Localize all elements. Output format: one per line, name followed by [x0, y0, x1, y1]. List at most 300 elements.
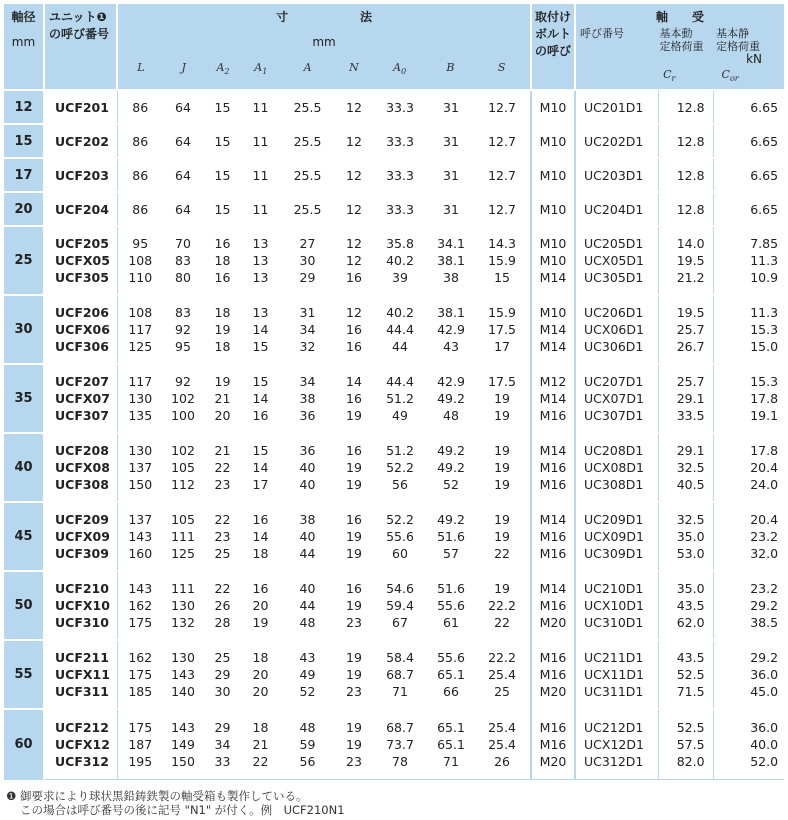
- dim-A1-cell-value: 13: [252, 305, 269, 320]
- dynamic-load-cell-value: 12.8: [676, 99, 705, 115]
- dim-S-cell-value: 12.7: [488, 99, 516, 115]
- bolt-line2: ボルト: [535, 27, 572, 41]
- shaft-diameter-cell: 25: [4, 226, 44, 295]
- table-body: [4, 90, 784, 779]
- bearing-number-cell-value: UCX07D1: [584, 391, 644, 406]
- dim-J-cell: [163, 433, 203, 502]
- bearing-number-cell: [575, 90, 658, 124]
- dim-N-cell-value: 23: [346, 753, 362, 769]
- dynamic-load-cell: [658, 433, 713, 502]
- dim-A-cell: [279, 295, 336, 364]
- dim-A2-cell: [203, 226, 242, 295]
- dim-N-cell-value: 16: [346, 339, 362, 354]
- shaft-dia-label: 軸径: [11, 10, 36, 24]
- bolt-size-cell: [531, 226, 575, 295]
- dim-B-cell-value: 34.1: [437, 236, 465, 251]
- dim-A0-cell-value: 71: [392, 684, 408, 699]
- dim-B-cell-value: 65.1: [437, 719, 465, 735]
- shaft-diameter-cell: 35: [4, 364, 44, 433]
- dim-A2-cell-value: 18: [214, 339, 231, 354]
- dynamic-load-cell-value: 71.5: [676, 684, 705, 699]
- dim-S-cell-value: 19: [494, 460, 510, 475]
- unit-number-cell: [44, 158, 117, 192]
- bearing-number-cell-value: UCX11D1: [584, 667, 644, 682]
- dim-B-cell-value: 43: [443, 339, 459, 354]
- dim-B-cell: [428, 226, 474, 295]
- dim-S-cell-value: 19: [494, 391, 510, 406]
- bearing-no-label: 呼び番号: [580, 27, 625, 40]
- dim-B-cell: [428, 364, 474, 433]
- static-load-cell-value: 38.5: [750, 615, 779, 630]
- dynamic-load-cell-value: 12.8: [676, 201, 705, 217]
- unit-number-cell: [44, 433, 117, 502]
- dim-S-cell: [474, 124, 531, 158]
- table-row: [4, 433, 784, 502]
- dim-A-cell-value: 48: [299, 719, 316, 735]
- unit-number-cell: [44, 709, 117, 779]
- dim-A1-cell: [242, 364, 279, 433]
- dim-A2-cell: [203, 433, 242, 502]
- dim-L-cell: [117, 124, 163, 158]
- dim-B-cell-value: 38.1: [437, 305, 465, 320]
- dim-B-cell: [428, 433, 474, 502]
- table-row: [4, 124, 784, 158]
- dim-B-cell-value: 48: [443, 408, 459, 423]
- bearing-number-cell-value: UCX08D1: [584, 460, 644, 475]
- dim-L-cell: [117, 640, 163, 709]
- dim-A0-cell-value: 40.2: [386, 305, 414, 320]
- dim-S-cell-value: 19: [494, 581, 510, 596]
- bolt-header: [531, 4, 575, 90]
- dim-N-cell-value: 16: [346, 322, 362, 337]
- dynamic-load-cell-value: 14.0: [676, 236, 705, 251]
- dimension-table: [4, 4, 784, 780]
- bearing-number-cell: [575, 433, 658, 502]
- dim-A2-cell-value: 15: [214, 167, 231, 183]
- dim-L-cell-value: 195: [128, 753, 153, 769]
- dim-J-cell-value: 102: [171, 391, 195, 406]
- dim-S-cell-value: 19: [494, 529, 510, 544]
- dim-A-cell-value: 36: [299, 408, 316, 423]
- bearing-number-cell-value: UC204D1: [584, 201, 644, 217]
- dynamic-load-cell: [658, 640, 713, 709]
- dim-S-cell-value: 15: [494, 270, 510, 285]
- dim-B-cell-value: 71: [443, 753, 459, 769]
- unit-number-cell-value: UCFX07: [55, 391, 110, 406]
- dim-L-cell-value: 160: [128, 546, 153, 561]
- bearing-number-cell: [575, 158, 658, 192]
- dim-A1-cell-value: 19: [252, 615, 269, 630]
- dynamic-load-cell-value: 32.5: [676, 460, 705, 475]
- unit-number-cell: [44, 295, 117, 364]
- dim-A1-cell-value: 18: [252, 650, 269, 665]
- dim-A0-cell-value: 56: [392, 477, 408, 492]
- bearing-number-cell-value: UCX10D1: [584, 598, 644, 613]
- dim-N-cell-value: 19: [346, 598, 362, 613]
- dim-B-cell-value: 51.6: [437, 529, 465, 544]
- bearing-number-cell-value: UCX06D1: [584, 322, 644, 337]
- dim-L-cell-value: 175: [128, 667, 153, 682]
- bearing-number-cell: [575, 571, 658, 640]
- dim-A0-cell-value: 39: [392, 270, 408, 285]
- dim-N-cell-value: 19: [346, 477, 362, 492]
- dim-A0-cell: [372, 640, 428, 709]
- dim-A2-cell-value: 23: [214, 529, 231, 544]
- dim-J-cell-value: 125: [171, 546, 195, 561]
- dim-A-cell: [279, 571, 336, 640]
- dynamic-load-cell-value: 35.0: [676, 581, 705, 596]
- dim-A1-cell-value: 11: [252, 133, 269, 149]
- dim-L-cell-value: 143: [128, 529, 153, 544]
- dim-A1-cell-value: 17: [252, 477, 269, 492]
- dim-N-cell-value: 19: [346, 460, 362, 475]
- dim-L-cell-value: 108: [128, 305, 153, 320]
- dim-L-cell-value: 130: [128, 391, 153, 406]
- dim-A1-cell: [242, 90, 279, 124]
- dim-L-cell-value: 117: [128, 374, 153, 389]
- dim-A0-cell-value: 59.4: [386, 598, 414, 613]
- dim-J-cell: [163, 709, 203, 779]
- dim-L-cell: [117, 226, 163, 295]
- dim-A0-cell-value: 51.2: [386, 391, 414, 406]
- dim-S-cell: [474, 433, 531, 502]
- dim-B-cell-value: 31: [443, 201, 459, 217]
- static-load-cell-value: 23.2: [750, 529, 779, 544]
- dim-J-cell-value: 105: [171, 460, 195, 475]
- dim-A2-cell-value: 29: [214, 719, 231, 735]
- dim-L-cell-value: 125: [128, 339, 153, 354]
- dim-A0-cell-value: 33.3: [386, 167, 414, 183]
- unit-number-cell-value: UCF309: [55, 546, 109, 561]
- dim-N-cell: [336, 158, 372, 192]
- dim-S-cell: [474, 295, 531, 364]
- footnote: [6, 789, 345, 817]
- dim-N-cell-value: 19: [346, 408, 362, 423]
- table-row: [4, 90, 784, 124]
- dim-N-cell: [336, 502, 372, 571]
- dim-A-cell-value: 34: [299, 374, 316, 389]
- sym-Cr: $C_r$: [663, 68, 676, 84]
- load-symbol-row: [576, 68, 784, 83]
- dim-J-cell: [163, 295, 203, 364]
- dim-A2-cell-value: 34: [214, 736, 231, 752]
- dynamic-load-cell-value: 35.0: [676, 529, 705, 544]
- dim-J-cell-value: 64: [175, 201, 191, 217]
- bearing-number-cell-value: UC307D1: [584, 408, 644, 423]
- dim-B-cell-value: 65.1: [437, 736, 465, 752]
- bolt-size-cell-value: M16: [539, 667, 567, 682]
- dynamic-load-cell-value: 62.0: [676, 615, 705, 630]
- dim-A1-cell-value: 14: [252, 391, 269, 406]
- dim-A0-cell-value: 58.4: [386, 650, 414, 665]
- dim-A1-cell-value: 18: [252, 546, 269, 561]
- dim-J-cell-value: 80: [175, 270, 191, 285]
- dim-A2-cell: [203, 571, 242, 640]
- dynamic-load-cell: [658, 295, 713, 364]
- unit-number-cell-value: UCFX06: [55, 322, 110, 337]
- dim-A2-cell-value: 26: [214, 598, 231, 613]
- table-row: [4, 226, 784, 295]
- dim-A0-cell-value: 68.7: [386, 719, 414, 735]
- dim-J-cell-value: 83: [175, 253, 191, 268]
- static-load-cell: [713, 192, 784, 226]
- dim-A2-cell: [203, 192, 242, 226]
- dim-L-cell-value: 135: [128, 408, 153, 423]
- unit-number-cell-value: UCF201: [55, 99, 109, 115]
- dim-A-cell-value: 49: [299, 667, 316, 682]
- dim-L-cell-value: 185: [128, 684, 153, 699]
- dim-L-cell-value: 130: [128, 443, 153, 458]
- dim-A-cell: [279, 640, 336, 709]
- dim-B-cell: [428, 502, 474, 571]
- shaft-diameter-cell: 55: [4, 640, 44, 709]
- bolt-size-cell-value: M20: [539, 615, 567, 630]
- unit-number-cell: [44, 571, 117, 640]
- table-row: [4, 571, 784, 640]
- table-row: [4, 709, 784, 779]
- bolt-size-cell: [531, 192, 575, 226]
- dim-A1-cell: [242, 124, 279, 158]
- bolt-size-cell-value: M16: [539, 546, 567, 561]
- dim-A-cell: [279, 158, 336, 192]
- unit-number-cell: [44, 226, 117, 295]
- dim-A-cell: [279, 90, 336, 124]
- dim-B-cell-value: 49.2: [437, 443, 465, 458]
- dim-L-cell-value: 137: [128, 512, 153, 527]
- dimensions-title: 寸 法: [276, 10, 373, 24]
- bolt-size-cell-value: M16: [539, 650, 567, 665]
- dim-A0-cell-value: 49: [392, 408, 408, 423]
- dim-L-cell-value: 162: [128, 598, 153, 613]
- dim-J-cell: [163, 192, 203, 226]
- bolt-size-cell-value: M10: [539, 253, 567, 268]
- dim-A1-cell-value: 15: [252, 374, 269, 389]
- dim-A1-cell-value: 21: [252, 736, 269, 752]
- dim-N-cell-value: 19: [346, 529, 362, 544]
- sym-A: A: [303, 61, 312, 74]
- static-load-cell: [713, 364, 784, 433]
- dim-S-cell-value: 19: [494, 408, 510, 423]
- dim-J-cell-value: 64: [175, 167, 191, 183]
- bolt-size-cell-value: M16: [539, 529, 567, 544]
- dim-A2-cell-value: 16: [214, 236, 231, 251]
- bearing-number-cell-value: UC310D1: [584, 615, 644, 630]
- bolt-size-cell: [531, 433, 575, 502]
- static-load-cell-value: 7.85: [750, 236, 779, 251]
- dim-A-cell-value: 32: [299, 339, 316, 354]
- bearing-number-cell-value: UC201D1: [584, 99, 644, 115]
- dynamic-load-cell: [658, 364, 713, 433]
- dim-L-cell-value: 117: [128, 322, 153, 337]
- unit-number-cell: [44, 192, 117, 226]
- dim-A-cell-value: 43: [299, 650, 316, 665]
- bearing-number-cell-value: UC311D1: [584, 684, 644, 699]
- dim-N-cell: [336, 124, 372, 158]
- bolt-size-cell-value: M14: [539, 443, 567, 458]
- bolt-size-cell-value: M14: [539, 270, 567, 285]
- dim-A1-cell-value: 13: [252, 253, 269, 268]
- dim-N-cell-value: 16: [346, 270, 362, 285]
- dim-A-cell: [279, 226, 336, 295]
- dim-J-cell-value: 130: [171, 650, 195, 665]
- dim-A-cell-value: 38: [299, 512, 316, 527]
- dim-A-cell-value: 25.5: [293, 201, 322, 217]
- dynamic-load-cell: [658, 226, 713, 295]
- bolt-size-cell: [531, 90, 575, 124]
- static-load-cell-value: 15.0: [750, 339, 779, 354]
- dim-S-cell-value: 15.9: [488, 305, 516, 320]
- dim-J-cell-value: 112: [171, 477, 195, 492]
- dim-A1-cell-value: 13: [252, 270, 269, 285]
- sym-N: N: [349, 61, 359, 74]
- dim-A1-cell-value: 16: [252, 581, 269, 596]
- dim-A2-cell-value: 21: [214, 391, 231, 406]
- dim-A2-cell-value: 20: [214, 408, 231, 423]
- unit-number-cell-value: UCF202: [55, 133, 109, 149]
- dim-A1-cell-value: 14: [252, 529, 269, 544]
- footnote-line2: この場合は呼び番号の後に記号 "N1" が付く。例 UCF210N1: [20, 803, 345, 817]
- dynamic-load-cell: [658, 571, 713, 640]
- dim-A2-cell-value: 23: [214, 477, 231, 492]
- bolt-size-cell-value: M16: [539, 477, 567, 492]
- dynamic-load-cell-value: 82.0: [676, 753, 705, 769]
- dim-J-cell-value: 64: [175, 99, 191, 115]
- dim-L-cell-value: 175: [128, 615, 153, 630]
- dim-A1-cell-value: 20: [252, 684, 269, 699]
- dynamic-load-cell-value: 40.5: [676, 477, 705, 492]
- dim-J-cell-value: 100: [171, 408, 195, 423]
- dim-A-cell: [279, 364, 336, 433]
- dim-A-cell-value: 34: [299, 322, 316, 337]
- dynamic-load-cell-value: 19.5: [676, 253, 705, 268]
- bearing-header: [575, 4, 784, 90]
- dim-A0-cell: [372, 571, 428, 640]
- dim-A2-cell-value: 19: [214, 374, 231, 389]
- bearing-title: 軸 受: [656, 10, 705, 24]
- static-load-cell-value: 29.2: [750, 650, 779, 665]
- dim-L-cell: [117, 571, 163, 640]
- sym-J: J: [181, 61, 186, 74]
- bolt-size-cell-value: M10: [539, 133, 567, 149]
- dim-N-cell-value: 12: [346, 167, 362, 183]
- static-load-cell: [713, 295, 784, 364]
- unit-number-cell-value: UCFX11: [55, 667, 110, 682]
- dim-N-cell-value: 16: [346, 391, 362, 406]
- dim-L-cell-value: 86: [132, 201, 149, 217]
- dim-L-cell-value: 86: [132, 133, 149, 149]
- dim-A1-cell-value: 16: [252, 512, 269, 527]
- static-load-cell: [713, 124, 784, 158]
- bolt-size-cell-value: M16: [539, 408, 567, 423]
- dim-L-cell-value: 187: [128, 736, 153, 752]
- dim-A1-cell-value: 15: [252, 443, 269, 458]
- dim-A0-cell-value: 60: [392, 546, 408, 561]
- dim-A0-cell-value: 44: [392, 339, 408, 354]
- bearing-number-cell-value: UC309D1: [584, 546, 644, 561]
- dim-B-cell-value: 51.6: [437, 581, 465, 596]
- bearing-number-cell-value: UC202D1: [584, 133, 644, 149]
- dim-L-cell-value: 175: [128, 719, 153, 735]
- dynamic-load-cell-value: 21.2: [676, 270, 705, 285]
- dim-A1-cell: [242, 502, 279, 571]
- static-load-cell-value: 36.0: [750, 719, 779, 735]
- dim-A2-cell-value: 21: [214, 443, 231, 458]
- unit-number-cell-value: UCF204: [55, 201, 109, 217]
- dim-N-cell-value: 16: [346, 581, 362, 596]
- shaft-diameter-cell: 30: [4, 295, 44, 364]
- dynamic-load-cell: [658, 502, 713, 571]
- dim-N-cell-value: 12: [346, 133, 362, 149]
- bearing-subheader: [576, 27, 784, 53]
- bolt-size-cell-value: M14: [539, 512, 567, 527]
- dim-N-cell-value: 16: [346, 512, 362, 527]
- bearing-number-cell: [575, 192, 658, 226]
- bearing-number-cell-value: UC312D1: [584, 753, 644, 769]
- dynamic-load-cell-value: 53.0: [676, 546, 705, 561]
- shaft-diameter-cell: 12: [4, 90, 44, 124]
- bearing-number-cell-value: UC212D1: [584, 719, 644, 735]
- shaft-diameter-cell: 17: [4, 158, 44, 192]
- bearing-number-cell: [575, 502, 658, 571]
- unit-number-cell-value: UCF211: [55, 650, 109, 665]
- bearing-number-cell: [575, 226, 658, 295]
- dim-B-cell-value: 31: [443, 133, 459, 149]
- dim-B-cell-value: 61: [443, 615, 459, 630]
- bolt-line1: 取付け: [535, 10, 572, 24]
- dim-N-cell: [336, 571, 372, 640]
- dim-J-cell-value: 83: [175, 305, 191, 320]
- dim-J-cell-value: 92: [175, 374, 191, 389]
- static-load-cell: [713, 571, 784, 640]
- dim-A2-cell: [203, 158, 242, 192]
- bearing-number-cell: [575, 295, 658, 364]
- dim-A2-cell-value: 15: [214, 133, 231, 149]
- dim-S-cell: [474, 226, 531, 295]
- unit-number-cell: [44, 640, 117, 709]
- dim-J-cell-value: 102: [171, 443, 195, 458]
- dim-S-cell: [474, 571, 531, 640]
- dim-L-cell: [117, 158, 163, 192]
- dim-A-cell: [279, 124, 336, 158]
- bolt-size-cell-value: M16: [539, 719, 567, 735]
- dim-A2-cell: [203, 640, 242, 709]
- dynamic-load-cell-value: 29.1: [676, 391, 705, 406]
- footnote-line1: ❶ 御要求により球状黒鉛鋳鉄製の軸受箱も製作している。: [6, 789, 308, 803]
- bolt-size-cell: [531, 640, 575, 709]
- unit-number-cell: [44, 364, 117, 433]
- dim-A2-cell-value: 19: [214, 322, 231, 337]
- dim-S-cell-value: 25: [494, 684, 510, 699]
- sym-L: L: [137, 61, 145, 74]
- dim-B-cell-value: 57: [443, 546, 459, 561]
- bolt-size-cell: [531, 502, 575, 571]
- dynamic-load-cell-value: 52.5: [676, 667, 705, 682]
- static-load-cell: [713, 158, 784, 192]
- dim-B-cell-value: 38: [443, 270, 459, 285]
- sym-B: B: [446, 61, 455, 74]
- unit-number-cell-value: UCF210: [55, 581, 109, 596]
- dim-L-cell: [117, 364, 163, 433]
- dim-A2-cell-value: 18: [214, 305, 231, 320]
- dim-A2-cell: [203, 295, 242, 364]
- dim-A1-cell-value: 11: [252, 167, 269, 183]
- dim-A-cell: [279, 709, 336, 779]
- dim-A-cell-value: 40: [299, 529, 316, 544]
- static-load-cell-value: 11.3: [750, 305, 779, 320]
- unit-no-line2: の呼び番号: [49, 27, 110, 41]
- dim-A0-cell-value: 52.2: [386, 460, 414, 475]
- dim-J-cell-value: 143: [171, 719, 195, 735]
